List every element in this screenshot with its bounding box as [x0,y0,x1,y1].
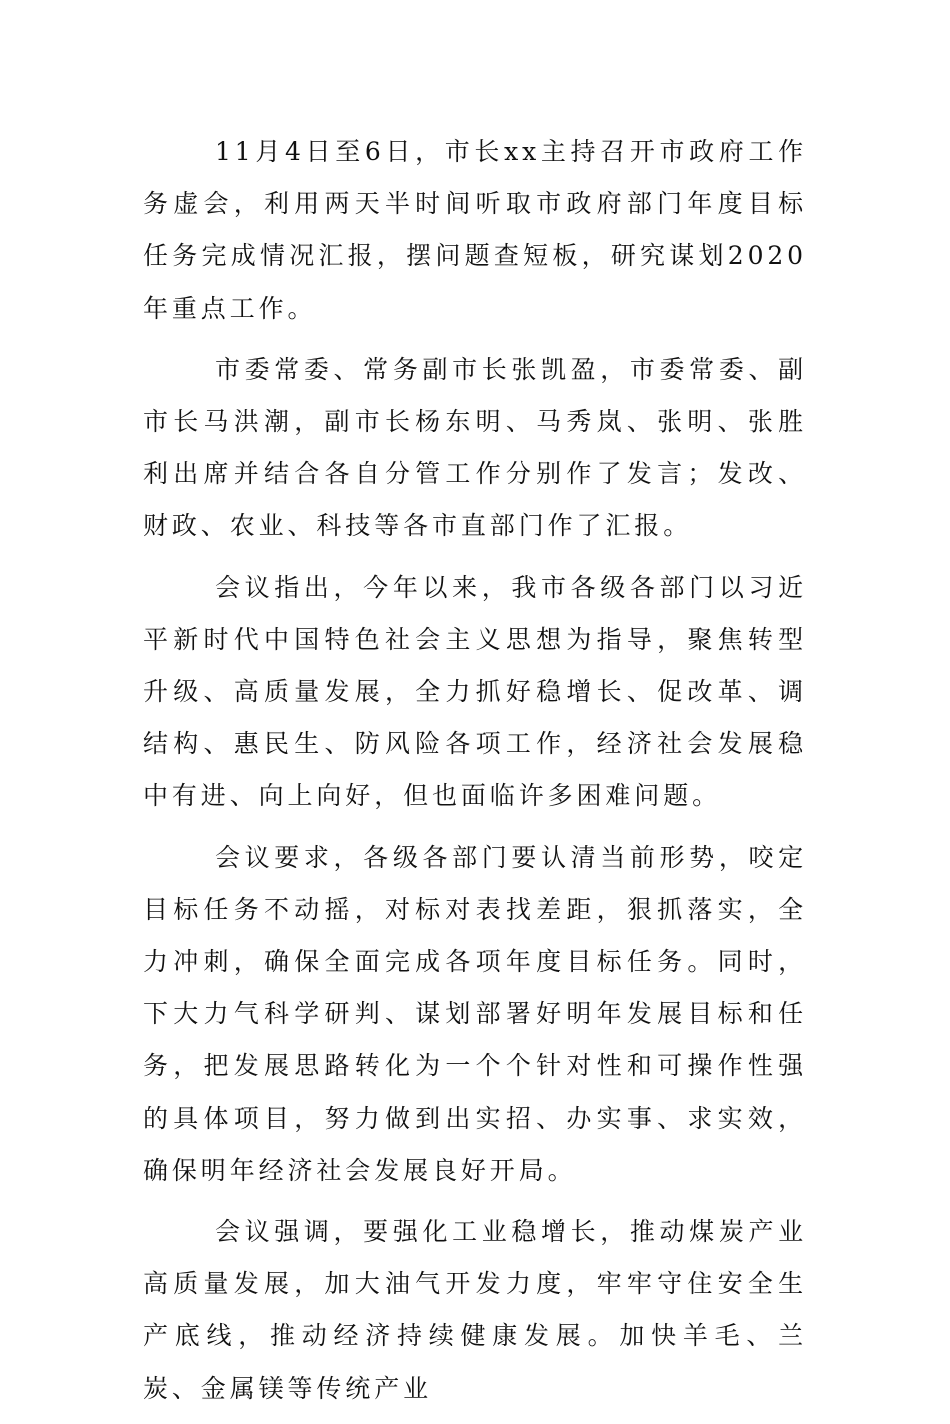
paragraph-4: 会议要求，各级各部门要认清当前形势，咬定目标任务不动摇，对标对表找差距，狠抓落实，全力冲刺，确保全面完成各项年度目标任务。同时，下大力气科学研判、谋划部署好明年发展目标和任务，把发展思路转化为一个个针对性和可操作性强的具体项目，努力做到出实招、办实事、求实效，确保明年经济社会发展良好开局。 [143,842,807,1185]
document-body [143,126,807,1424]
paragraph-3: 会议指出，今年以来，我市各级各部门以习近平新时代中国特色社会主义思想为指导，聚焦转型升级、高质量发展，全力抓好稳增长、促改革、调结构、惠民生、防风险各项工作，经济社会发展稳中有进、向上向好，但也面临许多困难问题。 [143,572,807,811]
paragraph-2: 市委常委、常务副市长张凯盈，市委常委、副市长马洪潮，副市长杨东明、马秀岚、张明、张胜利出席并结合各自分管工作分别作了发言；发改、财政、农业、科技等各市直部门作了汇报。 [143,354,807,541]
paragraph-5: 会议强调，要强化工业稳增长，推动煤炭产业高质量发展，加大油气开发力度，牢牢守住安全生产底线，推动经济持续健康发展。加快羊毛、兰炭、金属镁等传统产业 [143,1217,807,1403]
paragraph-1: 11月4日至6日，市长xx主持召开市政府工作务虚会，利用两天半时间听取市政府部门年度目标任务完成情况汇报，摆问题查短板，研究谋划2020年重点工作。 [143,137,807,323]
